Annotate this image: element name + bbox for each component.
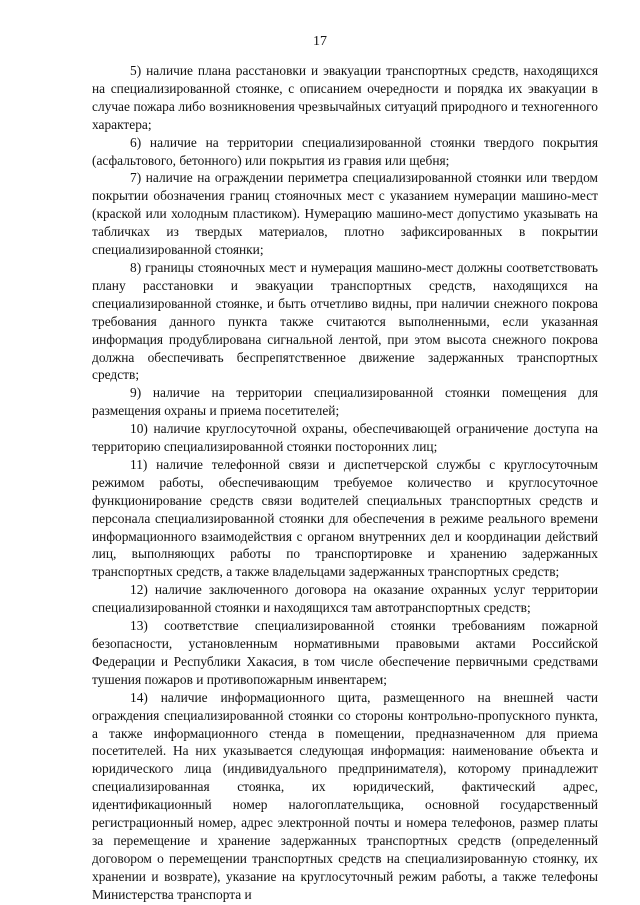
paragraph-item-12: 12) наличие заключенного договора на оказание охранных услуг территории специализированной стоянки и находящихся там автотранспортных средств;: [92, 582, 598, 616]
paragraph-item-10: 10) наличие круглосуточной охраны, обеспечивающей ограничение доступа на территорию специализированной стоянки посторонних лиц;: [92, 421, 598, 455]
page-number: 17: [313, 34, 327, 49]
paragraph-item-13: 13) соответствие специализированной стоянки требованиям пожарной безопасности, установленным нормативными правовыми актами Российской Федерации и Республики Хакасия, в том числе обеспечение первичными средствами тушения пожаров и противопожарным инвентарем;: [92, 618, 598, 687]
document-body: [92, 62, 598, 904]
paragraph-item-7: 7) наличие на ограждении периметра специализированной стоянки или твердом покрытии обозначения границ стояночных мест с указанием нумерации машино-мест (краской или холодным пластиком). Нумерацию машино-мест допустимо указывать на табличках из твердых материалов, плотно зафиксированных в покрытии специализированной стоянки;: [92, 170, 598, 258]
paragraph-item-5: 5) наличие плана расстановки и эвакуации транспортных средств, находящихся на специализированной стоянке, с описанием очередности и порядка их эвакуации в случае пожара либо возникновения чрезвычайных ситуаций природного и техногенного характера;: [92, 63, 598, 132]
paragraph-item-8: 8) границы стояночных мест и нумерация машино-мест должны соответствовать плану расстановки и эвакуации транспортных средств, находящихся на специализированной стоянке, и быть отчетливо видны, при наличии снежного покрова требования данного пункта также считаются выполненными, если указанная информация продублирована сигнальной лентой, при этом высота снежного покрова должна обеспечивать беспрепятственное движение задержанных транспортных средств;: [92, 259, 598, 383]
paragraph-item-6: 6) наличие на территории специализированной стоянки твердого покрытия (асфальтового, бетонного) или покрытия из гравия или щебня;: [92, 134, 598, 168]
paragraph-item-14: 14) наличие информационного щита, размещенного на внешней части ограждения специализированной стоянки со стороны контрольно-пропускного пункта, а также информационного стенда в помещении, предназначенном для приема посетителей. На них указывается следующая информация: наименование объекта и юридического лица (индивидуального предпринимателя), которому принадлежит специализированная стоянка, их юридический, фактический адрес, идентификационный номер налогоплательщика, основной государственный регистрационный номер, адрес электронной почты и номера телефонов, размер платы за перемещение и хранение задержанных транспортных средств (определенный договором о перемещении транспортных средств на специализированную стоянку, их хранении и возврате), указание на круглосуточный режим работы, а также телефоны Министерства транспорта и: [92, 689, 598, 902]
paragraph-item-11: 11) наличие телефонной связи и диспетчерской службы с круглосуточным режимом работы, обеспечивающим требуемое количество и круглосуточное функционирование средств связи водителей специальных транспортных средств и персонала специализированной стоянки для обеспечения в режиме реального времени информационного взаимодействия с органом внутренних дел и координации действий лиц, выполняющих работы по транспортировке и хранению задержанных транспортных средств, а также владельцами задержанных транспортных средств;: [92, 456, 598, 580]
paragraph-item-9: 9) наличие на территории специализированной стоянки помещения для размещения охраны и приема посетителей;: [92, 385, 598, 419]
